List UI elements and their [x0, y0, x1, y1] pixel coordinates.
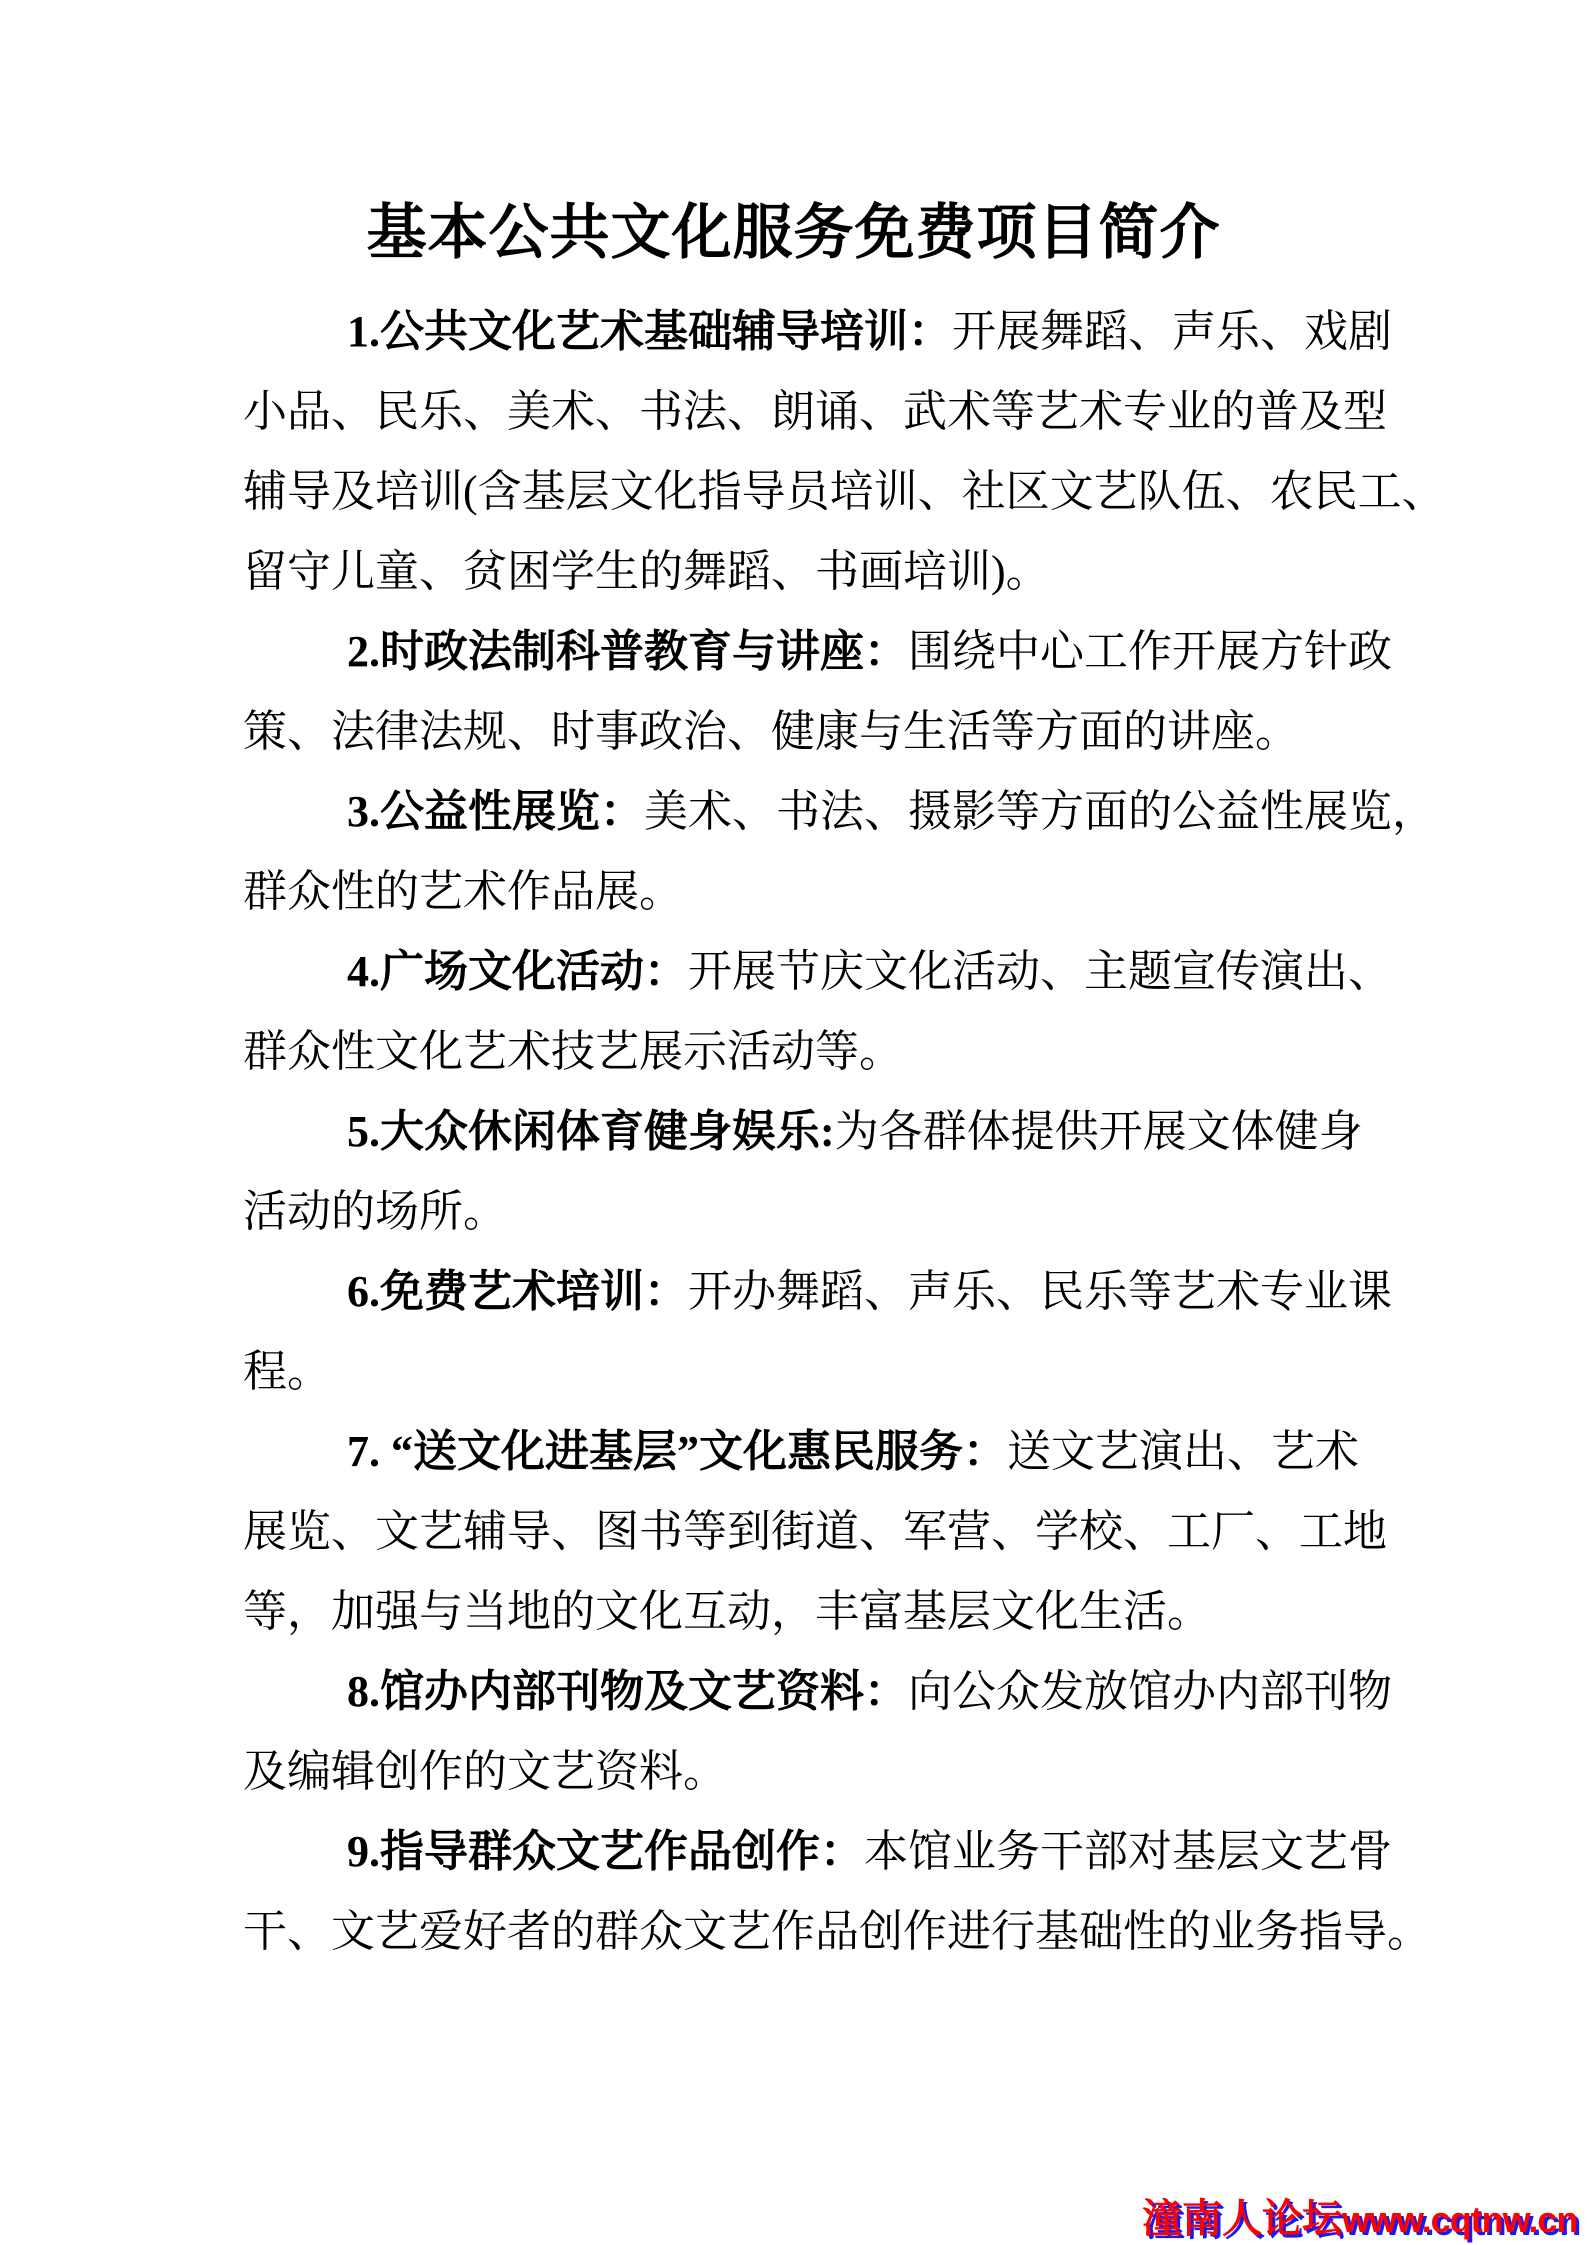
paragraph-text: 本馆业务干部对基层文艺骨 [864, 1827, 1392, 1876]
text-line [243, 532, 1353, 612]
text-line [243, 1652, 1392, 1732]
text-line [243, 852, 1353, 932]
text-line [243, 1732, 1353, 1812]
text-line [243, 372, 1387, 452]
paragraph-text: 策、法律法规、时事政治、健康与生活等方面的讲座。 [243, 707, 1299, 756]
paragraph-text: 干、文艺爱好者的群众文艺作品创作进行基础性的业务指导。 [243, 1907, 1431, 1956]
paragraph-lead: 3.公益性展览： [347, 787, 644, 836]
paragraph-text: 美术、书法、摄影等方面的公益性展览， [644, 787, 1436, 836]
text-line [243, 1492, 1387, 1572]
text-line [243, 932, 1392, 1012]
paragraph-lead: 2.时政法制科普教育与讲座： [347, 627, 908, 676]
text-line [243, 1252, 1392, 1332]
paragraph-lead: 8.馆办内部刊物及文艺资料： [347, 1667, 908, 1716]
text-line [243, 452, 1446, 532]
text-line [243, 292, 1392, 372]
paragraph-text: 小品、民乐、美术、书法、朗诵、武术等艺术专业的普及型 [243, 387, 1387, 436]
paragraph-text: 程。 [243, 1347, 331, 1396]
paragraph-lead: 5.大众休闲体育健身娱乐: [347, 1107, 835, 1156]
text-line [243, 1412, 1359, 1492]
paragraph-lead: 7. “送文化进基层”文化惠民服务： [347, 1427, 1007, 1476]
paragraph-text: 围绕中心工作开展方针政 [908, 627, 1392, 676]
text-line [243, 1012, 1353, 1092]
paragraph-text: 开展舞蹈、声乐、戏剧 [952, 307, 1392, 356]
watermark [1142, 2196, 1577, 2245]
paragraph-text: 辅导及培训(含基层文化指导员培训、社区文艺队伍、农民工、 [243, 467, 1446, 516]
text-line [243, 1172, 1353, 1252]
paragraph-lead: 4.广场文化活动： [347, 947, 688, 996]
document-body [243, 292, 1446, 1972]
paragraph-lead: 1.公共文化艺术基础辅导培训： [347, 307, 952, 356]
watermark-site-name: 潼南人论坛 [1142, 2197, 1342, 2241]
paragraph-lead: 9.指导群众文艺作品创作： [347, 1827, 864, 1876]
text-line [243, 1892, 1431, 1972]
text-line [243, 772, 1436, 852]
text-line [243, 692, 1353, 772]
paragraph-text: 展览、文艺辅导、图书等到街道、军营、学校、工厂、工地 [243, 1507, 1387, 1556]
paragraph-text: 开办舞蹈、声乐、民乐等艺术专业课 [688, 1267, 1392, 1316]
watermark-site-url: www.cqtnw.cn [1342, 2199, 1578, 2240]
paragraph-text: 留守儿童、贫困学生的舞蹈、书画培训)。 [243, 547, 1050, 596]
paragraph-text: 等，加强与当地的文化互动，丰富基层文化生活。 [243, 1587, 1211, 1636]
paragraph-text: 送文艺演出、艺术 [1007, 1427, 1359, 1476]
paragraph-text: 群众性的艺术作品展。 [243, 867, 683, 916]
paragraph-text: 活动的场所。 [243, 1187, 507, 1236]
paragraph-text: 为各群体提供开展文体健身 [834, 1107, 1363, 1156]
paragraph-lead: 6.免费艺术培训： [347, 1267, 688, 1316]
text-line [243, 1332, 1353, 1412]
text-line [243, 1092, 1363, 1172]
text-line [243, 1572, 1353, 1652]
paragraph-text: 向公众发放馆办内部刊物 [908, 1667, 1392, 1716]
paragraph-text: 群众性文化艺术技艺展示活动等。 [243, 1027, 903, 1076]
page-title: 基本公共文化服务免费项目简介 [366, 199, 1221, 266]
paragraph-text: 开展节庆文化活动、主题宣传演出、 [688, 947, 1392, 996]
paragraph-text: 及编辑创作的文艺资料。 [243, 1747, 727, 1796]
text-line [243, 612, 1392, 692]
text-line [243, 1812, 1392, 1892]
